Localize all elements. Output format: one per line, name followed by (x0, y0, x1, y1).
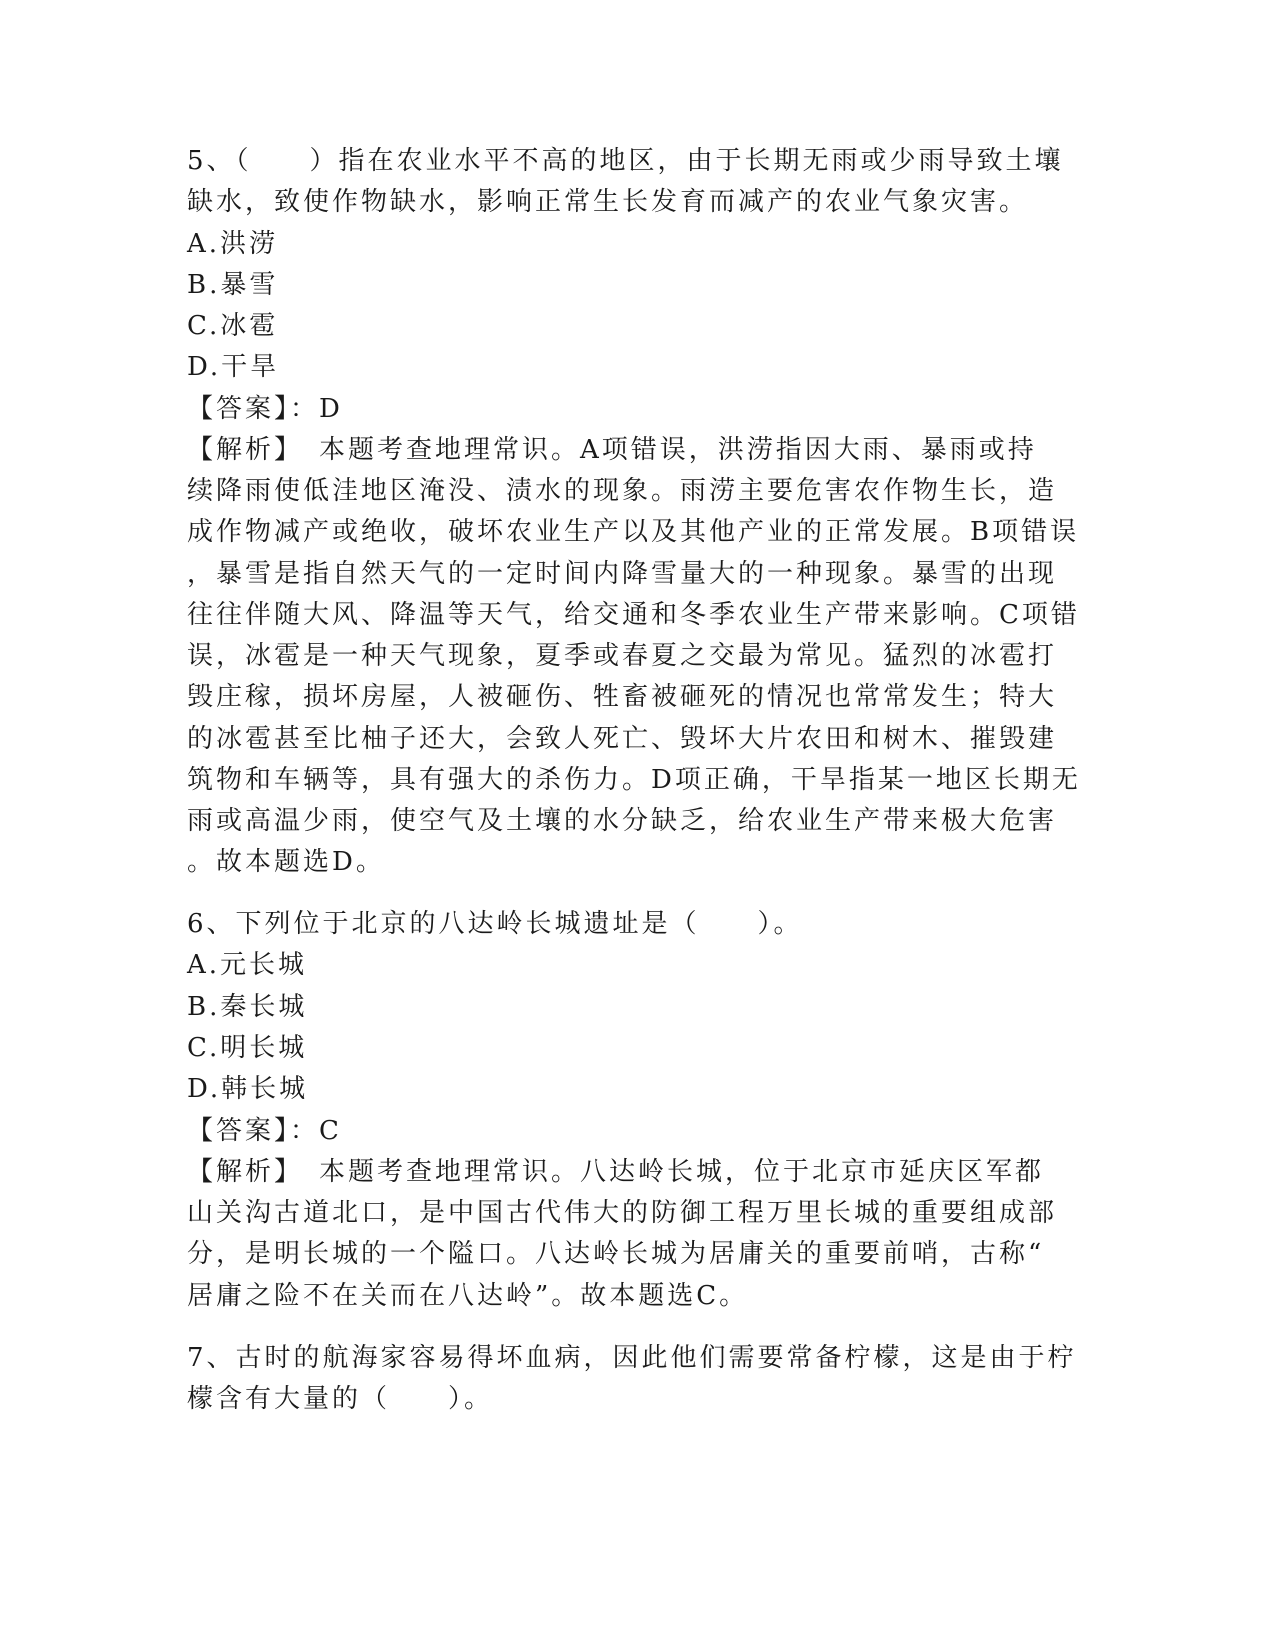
option-c: C.明长城 (187, 1033, 308, 1063)
option-c: C.冰雹 (187, 311, 279, 341)
option-d: D.韩长城 (187, 1074, 309, 1104)
analysis-line: 毁庄稼，损坏房屋，人被砸伤、牲畜被砸死的情况也常常发生；特大 (187, 682, 1058, 712)
option-b: B.暴雪 (187, 270, 279, 300)
question-stem-line: 缺水，致使作物缺水，影响正常生长发育而减产的农业气象灾害。 (187, 187, 1029, 217)
analysis-line: 山关沟古道北口，是中国古代伟大的防御工程万里长城的重要组成部 (187, 1198, 1058, 1228)
analysis-line: 【解析】 本题考查地理常识。A项错误，洪涝指因大雨、暴雨或持 (187, 435, 1037, 465)
question-stem-line: 檬含有大量的（ ）。 (187, 1384, 494, 1414)
analysis-line: 成作物减产或绝收，破坏农业生产以及其他产业的正常发展。B项错误 (187, 517, 1080, 547)
question-stem-line: 6、下列位于北京的八达岭长城遗址是（ ）。 (187, 909, 803, 939)
analysis-line: 的冰雹甚至比柚子还大，会致人死亡、毁坏大片农田和树木、摧毁建 (187, 724, 1058, 754)
analysis-line: 。故本题选D。 (187, 847, 385, 877)
answer: 【答案】：D (187, 394, 343, 424)
analysis-line: 筑物和车辆等，具有强大的杀伤力。D项正确，干旱指某一地区长期无 (187, 765, 1081, 795)
analysis-line: 往往伴随大风、降温等天气，给交通和冬季农业生产带来影响。C项错 (187, 600, 1080, 630)
analysis-line: 误，冰雹是一种天气现象，夏季或春夏之交最为常见。猛烈的冰雹打 (187, 641, 1058, 671)
analysis-line: 续降雨使低洼地区淹没、渍水的现象。雨涝主要危害农作物生长，造 (187, 476, 1058, 506)
option-d: D.干旱 (187, 352, 280, 382)
option-a: A.洪涝 (187, 229, 279, 259)
analysis-line: 分，是明长城的一个隘口。八达岭长城为居庸关的重要前哨，古称“ (187, 1239, 1045, 1269)
analysis-line: 【解析】 本题考查地理常识。八达岭长城，位于北京市延庆区军都 (187, 1157, 1045, 1187)
option-a: A.元长城 (187, 950, 308, 980)
analysis-line: 居庸之险不在关而在八达岭”。故本题选C。 (187, 1281, 749, 1311)
analysis-line: ，暴雪是指自然天气的一定时间内降雪量大的一种现象。暴雪的出现 (187, 559, 1058, 589)
answer: 【答案】：C (187, 1116, 342, 1146)
analysis-line: 雨或高温少雨，使空气及土壤的水分缺乏，给农业生产带来极大危害 (187, 806, 1058, 836)
question-stem-line: 7、古时的航海家容易得坏血病，因此他们需要常备柠檬，这是由于柠 (187, 1343, 1077, 1373)
question-stem-line: 5、（ ）指在农业水平不高的地区，由于长期无雨或少雨导致土壤 (187, 146, 1064, 176)
option-b: B.秦长城 (187, 992, 308, 1022)
